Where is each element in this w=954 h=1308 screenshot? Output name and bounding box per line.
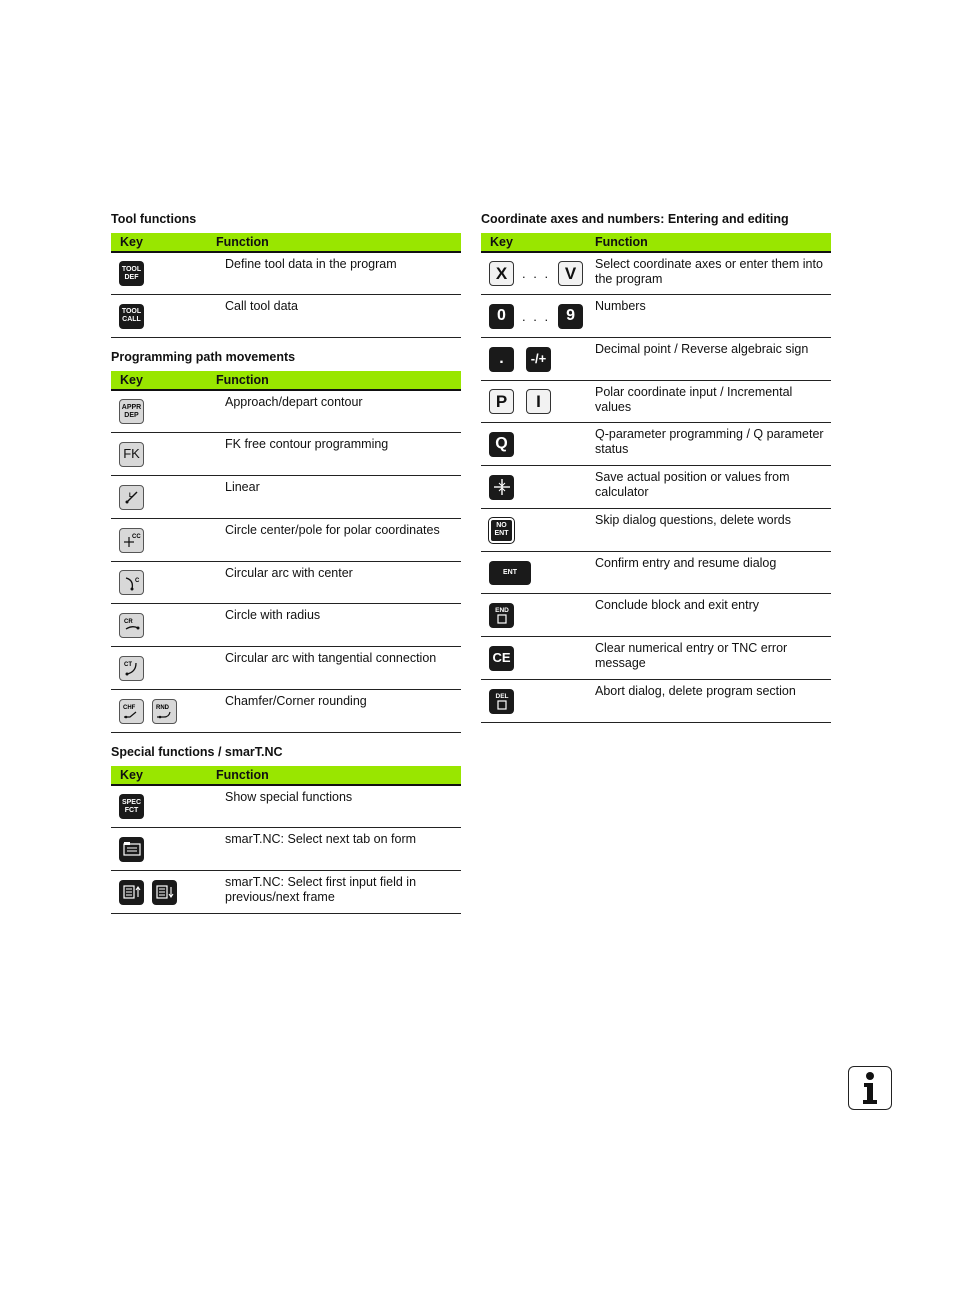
function-text: Circular arc with center xyxy=(225,566,353,580)
cc-key[interactable] xyxy=(119,528,144,553)
table-header xyxy=(111,766,461,786)
circle-radius-icon xyxy=(123,616,141,634)
linear-key[interactable] xyxy=(119,485,144,510)
svg-text:CC: CC xyxy=(131,534,141,540)
next-frame-icon xyxy=(155,884,175,900)
decimal-point-key[interactable]: . xyxy=(489,347,514,372)
polar-key[interactable]: P xyxy=(489,389,514,414)
function-text: Select coordinate axes or enter them into the program xyxy=(595,257,823,286)
function-text: Confirm entry and resume dialog xyxy=(595,556,777,570)
function-text: Numbers xyxy=(595,299,646,313)
rnd-key[interactable] xyxy=(152,699,177,724)
del-icon xyxy=(493,691,511,711)
function-text: Define tool data in the program xyxy=(225,257,397,271)
v-axis-key[interactable]: V xyxy=(558,261,583,286)
table-row xyxy=(111,519,461,562)
ct-key[interactable] xyxy=(119,656,144,681)
info-icon xyxy=(848,1066,892,1110)
range-separator: . . . xyxy=(522,308,551,324)
end-key[interactable] xyxy=(489,603,514,628)
function-text: smarT.NC: Select first input field in previous/next frame xyxy=(225,875,417,904)
spec-fct-key[interactable]: SPEC FCT xyxy=(119,794,144,819)
no-ent-key[interactable]: NO ENT xyxy=(489,518,514,543)
function-text: Show special functions xyxy=(225,790,353,804)
header-function: Function xyxy=(216,235,269,249)
tangential-arc-icon xyxy=(123,659,141,677)
svg-text:RND: RND xyxy=(155,705,169,711)
end-icon xyxy=(493,605,511,625)
circle-key[interactable] xyxy=(119,570,144,595)
function-text: Conclude block and exit entry xyxy=(595,598,759,612)
section-title-path-movements: Programming path movements xyxy=(111,350,296,364)
svg-text:CR: CR xyxy=(123,619,133,625)
left-column xyxy=(111,211,461,914)
table-row xyxy=(481,509,831,552)
section-title-special-functions: Special functions / smarT.NC xyxy=(111,745,283,759)
table-row xyxy=(111,647,461,690)
svg-text:CT: CT xyxy=(123,662,132,668)
header-key: Key xyxy=(490,235,513,249)
x-axis-key[interactable]: X xyxy=(489,261,514,286)
table-row xyxy=(481,680,831,723)
header-key: Key xyxy=(120,373,143,387)
circle-center-icon xyxy=(123,531,141,549)
function-text: FK free contour programming xyxy=(225,437,389,451)
chamfer-icon xyxy=(122,702,142,720)
arc-icon xyxy=(123,574,141,592)
function-text: Circle center/pole for polar coordinates xyxy=(225,523,440,537)
table-row xyxy=(111,295,461,338)
table-row xyxy=(481,338,831,381)
table-row xyxy=(481,637,831,680)
table-row xyxy=(111,562,461,604)
svg-text:CHF: CHF xyxy=(122,705,135,711)
ce-key[interactable]: CE xyxy=(489,646,514,671)
end-key-label: END xyxy=(494,607,509,614)
table-row xyxy=(111,871,461,914)
header-function: Function xyxy=(216,373,269,387)
fk-key[interactable]: FK xyxy=(119,442,144,467)
function-text: Approach/depart contour xyxy=(225,395,363,409)
header-function: Function xyxy=(216,768,269,782)
cr-key[interactable] xyxy=(119,613,144,638)
actual-position-key[interactable] xyxy=(489,475,514,500)
info-glyph xyxy=(855,1070,885,1106)
table-header xyxy=(111,233,461,253)
function-text: Circle with radius xyxy=(225,608,321,622)
function-text: Q-parameter programming / Q parameter status xyxy=(595,427,824,456)
del-key-label: DEL xyxy=(495,693,508,700)
table-row xyxy=(111,253,461,295)
q-parameter-key[interactable]: Q xyxy=(489,432,514,457)
actual-position-icon xyxy=(493,478,511,496)
ent-key[interactable]: ENT xyxy=(489,561,531,585)
table-row xyxy=(481,552,831,594)
del-key[interactable] xyxy=(489,689,514,714)
next-tab-key[interactable] xyxy=(119,837,144,862)
appr-dep-key[interactable]: APPR DEP xyxy=(119,399,144,424)
table-header xyxy=(111,371,461,391)
incremental-key[interactable]: I xyxy=(526,389,551,414)
table-row xyxy=(111,786,461,828)
table-row xyxy=(481,594,831,637)
function-text: Chamfer/Corner rounding xyxy=(225,694,367,708)
tool-call-key[interactable]: TOOL CALL xyxy=(119,304,144,329)
next-frame-key[interactable] xyxy=(152,880,177,905)
prev-frame-key[interactable] xyxy=(119,880,144,905)
table-row xyxy=(481,381,831,423)
header-key: Key xyxy=(120,235,143,249)
digit-9-key[interactable]: 9 xyxy=(558,304,583,329)
table-row xyxy=(481,295,831,338)
table-row xyxy=(111,828,461,871)
header-key: Key xyxy=(120,768,143,782)
range-separator: . . . xyxy=(522,266,551,281)
chf-key[interactable] xyxy=(119,699,144,724)
table-row xyxy=(111,604,461,647)
table-row xyxy=(111,690,461,733)
function-text: Linear xyxy=(225,480,260,494)
function-text: Skip dialog questions, delete words xyxy=(595,513,791,527)
function-text: Save actual position or values from calculator xyxy=(595,470,790,499)
tool-def-key[interactable]: TOOL DEF xyxy=(119,261,144,286)
function-text: Decimal point / Reverse algebraic sign xyxy=(595,342,809,356)
function-text: Call tool data xyxy=(225,299,298,313)
function-text: Abort dialog, delete program section xyxy=(595,684,796,698)
section-title-coordinates: Coordinate axes and numbers: Entering and editing xyxy=(481,212,789,226)
svg-text:L: L xyxy=(128,493,133,499)
table-row xyxy=(111,433,461,476)
table-row xyxy=(111,476,461,519)
table-row xyxy=(481,253,831,295)
table-row xyxy=(481,466,831,509)
function-text: Circular arc with tangential connection xyxy=(225,651,437,665)
line-icon xyxy=(124,489,140,505)
function-text: smarT.NC: Select next tab on form xyxy=(225,832,417,846)
table-row xyxy=(481,423,831,466)
function-text: Clear numerical entry or TNC error message xyxy=(595,641,788,670)
section-title-tool-functions: Tool functions xyxy=(111,212,197,226)
function-text: Polar coordinate input / Incremental values xyxy=(595,385,793,414)
sign-key[interactable]: -/+ xyxy=(526,347,551,372)
header-function: Function xyxy=(595,235,648,249)
prev-frame-icon xyxy=(122,884,142,900)
svg-text:C: C xyxy=(134,577,139,584)
table-row xyxy=(111,391,461,433)
right-column xyxy=(481,211,831,723)
table-header xyxy=(481,233,831,253)
rounding-icon xyxy=(155,702,175,720)
next-tab-icon xyxy=(122,841,142,857)
digit-0-key[interactable]: 0 xyxy=(489,304,514,329)
